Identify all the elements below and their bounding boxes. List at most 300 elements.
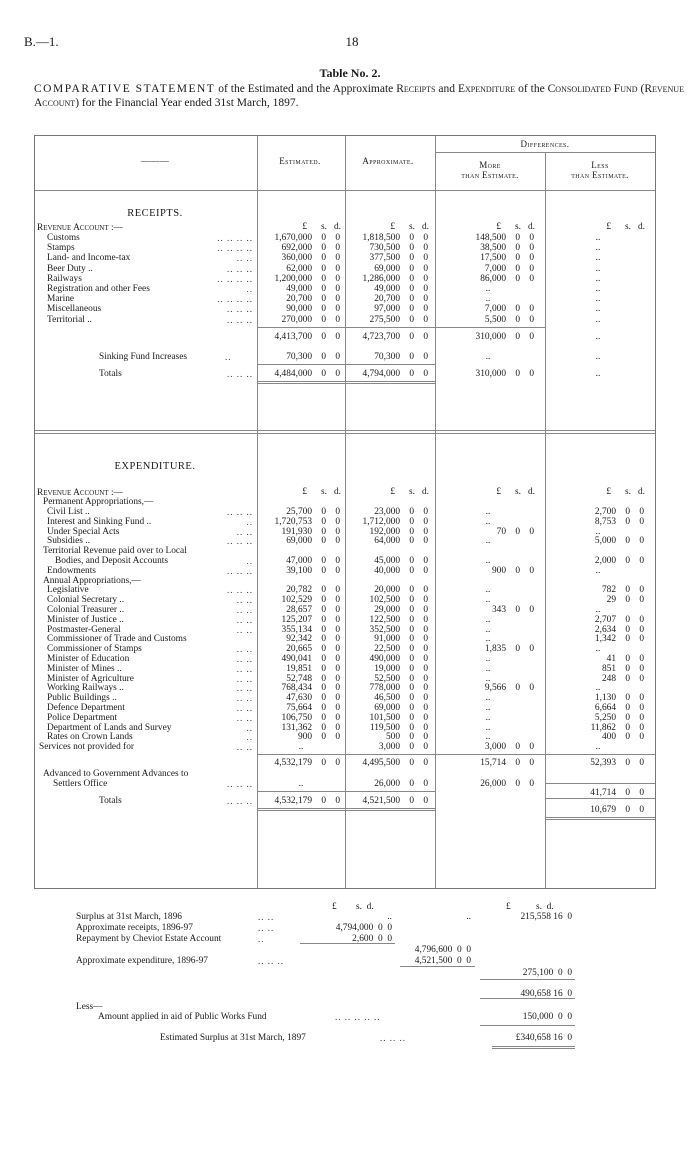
shilling-symbol: s. [321,487,327,497]
expenditure-more-shillings: 0 [515,526,520,537]
expenditure-estimated-pence: 0 [335,565,340,576]
expenditure-subtotal-approximate-pounds: 4,495,500 [362,758,400,768]
expenditure-row-label: Department of Lands and Survey [47,722,172,733]
expenditure-estimated-pence: 0 [335,585,340,596]
summary-label: Surplus at 31st March, 1896 [76,912,182,922]
sinking-approximate-shillings: 0 [409,351,414,362]
leader-dots: .. .. [236,712,253,723]
leader-dots: .. .. .. [258,956,284,966]
pence-symbol: d. [421,487,429,497]
expenditure-estimated-pence: 0 [335,654,340,664]
estimated-surplus-value: £340,658 16 0 [515,1033,572,1043]
expenditure-estimated-shillings: 0 [321,526,326,537]
expenditure-more-none: .. [485,556,491,566]
expenditure-estimated-pounds: 125,207 [281,614,312,625]
receipt-estimated-pence: 0 [335,314,340,325]
expenditure-less-shillings: 0 [625,732,630,743]
receipt-approximate-shillings: 0 [409,304,414,315]
receipt-estimated-pence: 0 [335,263,340,274]
receipt-estimated-pounds: 20,700 [286,294,312,305]
receipt-row-label: Territorial .. [47,314,92,325]
expenditure-estimated-shillings: 0 [321,683,326,694]
expenditure-approximate-pence: 0 [423,712,428,723]
expenditure-subtotal-more-pence: 0 [529,758,534,768]
pound-symbol: £ [496,222,501,232]
expenditure-more-pence: 0 [529,565,534,576]
shilling-symbol: s. [625,487,631,497]
advanced-estimated-none: .. [298,779,304,789]
expenditure-row-label: Civil List .. [47,507,90,517]
expenditure-heading: EXPENDITURE. [114,461,196,472]
expenditure-subtotal-estimated-pounds: 4,532,179 [274,758,312,768]
receipt-estimated-pounds: 360,000 [281,253,312,264]
expenditure-estimated-pounds: 102,529 [281,595,312,606]
expenditure-more-pounds: 70 [496,526,506,537]
receipt-approximate-shillings: 0 [409,314,414,325]
receipt-approximate-shillings: 0 [409,243,414,254]
expenditure-less-pounds: 2,000 [594,556,616,566]
receipts-total-approximate-shillings: 0 [409,368,414,379]
receipt-more-pounds: 7,000 [484,304,506,315]
receipt-more-shillings: 0 [515,314,520,325]
territorial-revenue-label: Territorial Revenue paid over to Local [43,546,187,557]
receipt-estimated-pence: 0 [335,253,340,264]
expenditure-approximate-pence: 0 [423,742,428,753]
expenditure-less-pounds: 6,664 [594,703,616,713]
expenditure-less-shillings: 0 [625,507,630,517]
expenditure-approximate-pence: 0 [423,516,428,527]
expenditure-approximate-pence: 0 [423,703,428,713]
expenditure-approximate-shillings: 0 [409,683,414,694]
expenditure-estimated-pounds: 28,657 [286,605,312,615]
receipt-less-none: .. [595,273,601,284]
expenditure-estimated-pounds: 25,700 [286,507,312,517]
expenditure-estimated-pence: 0 [335,722,340,733]
expenditure-more-pounds: 900 [491,565,506,576]
leader-dots: .. .. .. .. [217,243,253,254]
leader-dots: .. .. .. [380,1033,406,1043]
receipt-row-label: Railways [47,273,82,284]
col-less: Less than Estimate. [571,160,629,180]
pound-symbol: £ [606,222,611,232]
expenditure-less-pence: 0 [639,663,644,674]
expenditure-total-estimated-shillings: 0 [321,796,326,806]
expenditure-less-pence: 0 [639,516,644,527]
expenditure-approximate-shillings: 0 [409,693,414,704]
receipt-more-pounds: 7,000 [484,263,506,274]
expenditure-estimated-pence: 0 [335,624,340,635]
leader-dots: .. [246,516,253,527]
total-rule [257,754,655,755]
expenditure-subtotal-less-pence: 0 [639,758,644,768]
col-blank: ——— [140,156,170,166]
expenditure-estimated-shillings: 0 [321,644,326,655]
expenditure-row-label: Legislative [47,585,89,596]
receipts-total-less-none: .. [595,368,601,379]
advanced-more-pounds: 26,000 [480,779,506,789]
receipt-estimated-pence: 0 [335,304,340,315]
expenditure-approximate-shillings: 0 [409,536,414,547]
expenditure-approximate-pounds: 490,000 [369,654,400,664]
leader-dots: .. .. .. .. [217,233,253,243]
expenditure-approximate-pence: 0 [423,556,428,566]
expenditure-approximate-pence: 0 [423,624,428,635]
annual-appropriations-label: Annual Appropriations,— [43,575,141,586]
expenditure-approximate-shillings: 0 [409,507,414,517]
expenditure-estimated-shillings: 0 [321,634,326,645]
expenditure-more-pence: 0 [529,742,534,753]
statement-table [34,135,656,889]
summary-col3: 490,658 16 0 [520,989,572,999]
receipts-total-approximate-pence: 0 [423,368,428,379]
expenditure-less-pence: 0 [639,595,644,606]
receipt-more-shillings: 0 [515,233,520,243]
expenditure-approximate-pounds: 122,500 [369,614,400,625]
expenditure-more-none: .. [485,516,491,527]
total-rule [545,819,655,820]
leader-dots: .. .. [258,912,275,922]
receipt-subtotal-more-pence: 0 [529,331,534,342]
summary-col2: 4,796,600 0 0 [414,945,471,955]
total-rule [257,327,435,328]
receipt-approximate-pence: 0 [423,253,428,264]
expenditure-less-pence: 0 [639,732,644,743]
expenditure-account-label: Revenue Account :— [37,488,123,498]
expenditure-less-none: .. [595,605,601,615]
leader-dots: .. .. .. [227,368,253,379]
receipt-estimated-pounds: 1,200,000 [274,273,312,284]
receipt-less-none: .. [595,253,601,264]
expenditure-approximate-pence: 0 [423,693,428,704]
expenditure-approximate-pounds: 500 [385,732,400,743]
advanced-label-2: Settlers Office [53,779,108,789]
expenditure-approximate-pence: 0 [423,654,428,664]
expenditure-estimated-pounds: 191,930 [281,526,312,537]
receipt-more-pence: 0 [529,253,534,264]
receipt-more-pence: 0 [529,263,534,274]
advanced-more-shillings: 0 [515,779,520,789]
receipt-less-none: .. [595,233,601,243]
expenditure-estimated-pence: 0 [335,644,340,655]
receipt-estimated-pence: 0 [335,284,340,294]
column-rule [345,136,346,888]
expenditure-row-label: Endowments [47,565,96,576]
receipt-more-shillings: 0 [515,253,520,264]
expenditure-less-shillings: 0 [625,654,630,664]
expenditure-less-pounds: 2,707 [594,614,616,625]
expenditure-estimated-shillings: 0 [321,703,326,713]
receipt-approximate-shillings: 0 [409,294,414,305]
permanent-appropriations-label: Permanent Appropriations,— [43,497,154,507]
expenditure-approximate-pence: 0 [423,644,428,655]
page-header [24,34,680,54]
receipt-estimated-shillings: 0 [321,273,326,284]
receipts-account-label: Revenue Account :— [37,223,123,233]
leader-dots: .. .. .. [227,263,253,274]
expenditure-more-pounds: 1,835 [484,644,506,655]
advanced-less-pounds: 41,714 [590,788,616,798]
receipt-row-label: Land- and Income-tax [47,253,131,264]
leader-dots: .. .. [236,605,253,615]
receipt-approximate-shillings: 0 [409,253,414,264]
expenditure-approximate-shillings: 0 [409,712,414,723]
expenditure-approximate-shillings: 0 [409,634,414,645]
advanced-label: Advanced to Government Advances to [43,769,189,779]
expenditure-estimated-pence: 0 [335,556,340,566]
pound-symbol: £ [390,222,395,232]
receipt-approximate-pence: 0 [423,314,428,325]
receipt-subtotal-less-none: .. [595,331,601,342]
expenditure-estimated-shillings: 0 [321,595,326,606]
expenditure-more-shillings: 0 [515,742,520,753]
pence-symbol: d. [527,487,535,497]
expenditure-approximate-pounds: 3,000 [378,742,400,753]
expenditure-approximate-pence: 0 [423,673,428,684]
expenditure-more-none: .. [485,663,491,674]
leader-dots: .. .. .. [227,796,253,806]
expenditure-more-pence: 0 [529,683,534,694]
leader-dots: .. .. [236,624,253,635]
receipt-approximate-pounds: 20,700 [374,294,400,305]
receipt-row-label: Stamps [47,243,75,254]
pence-symbol: d. [421,222,429,232]
expenditure-less-pence: 0 [639,712,644,723]
expenditure-estimated-none: .. [298,742,304,753]
expenditure-row-label: Subsidies .. [47,536,90,547]
expenditure-estimated-pence: 0 [335,516,340,527]
receipt-estimated-shillings: 0 [321,263,326,274]
expenditure-total-approximate-pounds: 4,521,500 [362,796,400,806]
receipt-subtotal-estimated-pence: 0 [335,331,340,342]
expenditure-approximate-pounds: 19,000 [374,663,400,674]
receipts-total-more-shillings: 0 [515,368,520,379]
expenditure-approximate-shillings: 0 [409,732,414,743]
expenditure-more-pounds: 343 [491,605,506,615]
expenditure-more-none: .. [485,732,491,743]
expenditure-approximate-shillings: 0 [409,654,414,664]
expenditure-estimated-pence: 0 [335,614,340,625]
expenditure-more-shillings: 0 [515,605,520,615]
expenditure-approximate-pence: 0 [423,634,428,645]
receipt-subtotal-approximate-shillings: 0 [409,331,414,342]
expenditure-less-pence: 0 [639,673,644,684]
leader-dots: .. .. [236,683,253,694]
expenditure-less-shillings: 0 [625,693,630,704]
expenditure-approximate-pence: 0 [423,526,428,537]
expenditure-subtotal-approximate-shillings: 0 [409,758,414,768]
expenditure-row-label: Minister of Education [47,654,130,664]
receipt-more-shillings: 0 [515,243,520,254]
expenditure-less-pounds: 5,250 [594,712,616,723]
leader-dots: .. .. [236,253,253,264]
pence-symbol: d. [637,487,645,497]
receipt-more-shillings: 0 [515,304,520,315]
expenditure-approximate-pence: 0 [423,507,428,517]
leader-dots: .. .. .. [227,314,253,325]
expenditure-more-none: .. [485,614,491,625]
expenditure-less-pounds: 2,700 [594,507,616,517]
summary-rule [480,1025,575,1026]
expenditure-approximate-pence: 0 [423,614,428,625]
expenditure-row-label: Services not provided for [39,742,135,753]
receipt-estimated-shillings: 0 [321,294,326,305]
expenditure-less-shillings: 0 [625,663,630,674]
receipts-total-estimated-pounds: 4,484,000 [274,368,312,379]
receipt-approximate-pence: 0 [423,243,428,254]
total-rule [257,810,435,811]
leader-dots: .. .. .. [227,507,253,517]
total-rule [545,798,655,799]
shilling-symbol: s. [409,222,415,232]
expenditure-estimated-pence: 0 [335,605,340,615]
expenditure-total-less-pence: 0 [639,805,644,815]
expenditure-less-none: .. [595,683,601,694]
pound-symbol: £ [496,487,501,497]
summary-rule [300,943,395,944]
leader-dots: .. .. [236,526,253,537]
expenditure-approximate-pounds: 46,500 [374,693,400,704]
receipt-more-pounds: 86,000 [480,273,506,284]
expenditure-less-pence: 0 [639,693,644,704]
leader-dots: .. .. [236,595,253,606]
expenditure-less-shillings: 0 [625,624,630,635]
expenditure-more-none: .. [485,634,491,645]
receipts-total-estimated-shillings: 0 [321,368,326,379]
receipt-less-none: .. [595,284,601,294]
expenditure-more-none: .. [485,673,491,684]
receipt-less-none: .. [595,263,601,274]
pound-symbol: £ [390,487,395,497]
expenditure-total-approximate-shillings: 0 [409,796,414,806]
receipt-more-pence: 0 [529,314,534,325]
expenditure-approximate-pence: 0 [423,722,428,733]
receipt-estimated-shillings: 0 [321,304,326,315]
leader-dots: .. .. .. [227,779,253,789]
expenditure-more-none: .. [485,693,491,704]
receipts-heading: RECEIPTS. [127,208,183,219]
leader-dots: .. .. .. [227,565,253,576]
receipt-more-pounds: 17,500 [480,253,506,264]
expenditure-row-label: Defence Department [47,703,125,713]
leader-dots: .. .. [236,614,253,625]
leader-dots: .. .. [236,742,253,753]
summary-col3: 275,100 0 0 [522,968,572,978]
total-rule [257,381,435,382]
receipt-estimated-shillings: 0 [321,243,326,254]
summary-col2: 4,521,500 0 0 [414,956,471,966]
sinking-approximate-pounds: 70,300 [374,351,400,362]
receipt-more-pounds: 38,500 [480,243,506,254]
receipt-estimated-pence: 0 [335,294,340,305]
receipt-more-pence: 0 [529,233,534,243]
summary-label: Approximate receipts, 1896-97 [76,923,193,933]
expenditure-less-shillings: 0 [625,634,630,645]
summary-label: Repayment by Cheviot Estate Account [76,934,222,944]
expenditure-estimated-pounds: 92,342 [286,634,312,645]
receipt-approximate-shillings: 0 [409,284,414,294]
expenditure-approximate-pounds: 119,500 [369,722,400,733]
expenditure-subtotal-more-shillings: 0 [515,758,520,768]
sinking-estimated-shillings: 0 [321,351,326,362]
receipt-more-pence: 0 [529,273,534,284]
expenditure-less-none: .. [595,565,601,576]
expenditure-row-label: Minister of Mines .. [47,663,122,674]
expenditure-estimated-pounds: 20,782 [286,585,312,596]
expenditure-estimated-shillings: 0 [321,663,326,674]
receipt-row-label: Marine [47,294,75,305]
expenditure-estimated-pence: 0 [335,732,340,743]
expenditure-estimated-pounds: 19,851 [286,663,312,674]
expenditure-estimated-pence: 0 [335,595,340,606]
receipt-subtotal-more-pounds: 310,000 [475,331,506,342]
advanced-more-pence: 0 [529,779,534,789]
expenditure-approximate-pence: 0 [423,683,428,694]
expenditure-approximate-shillings: 0 [409,516,414,527]
summary-rule [480,979,575,980]
expenditure-less-pounds: 29 [606,595,616,606]
expenditure-approximate-pounds: 40,000 [374,565,400,576]
expenditure-total-estimated-pence: 0 [335,796,340,806]
receipt-approximate-pence: 0 [423,233,428,243]
expenditure-estimated-shillings: 0 [321,732,326,743]
shilling-symbol: s. [321,222,327,232]
expenditure-approximate-shillings: 0 [409,644,414,655]
total-rule [257,808,435,809]
expenditure-less-pence: 0 [639,556,644,566]
expenditure-estimated-shillings: 0 [321,536,326,547]
expenditure-more-shillings: 0 [515,565,520,576]
less-label: Less— [76,1002,103,1012]
receipt-estimated-shillings: 0 [321,253,326,264]
expenditure-more-pounds: 3,000 [484,742,506,753]
expenditure-estimated-pounds: 75,664 [286,703,312,713]
pound-symbol: £ [302,487,307,497]
expenditure-approximate-shillings: 0 [409,663,414,674]
receipt-more-pounds: 148,500 [475,233,506,243]
expenditure-estimated-pounds: 47,630 [286,693,312,704]
sd-symbols: s. d. [356,902,374,912]
receipt-more-shillings: 0 [515,263,520,274]
receipts-total-more-pounds: 310,000 [475,368,506,379]
expenditure-approximate-shillings: 0 [409,722,414,733]
receipt-approximate-pounds: 1,286,000 [362,273,400,284]
leader-dots: .. .. [236,703,253,713]
expenditure-approximate-pence: 0 [423,536,428,547]
expenditure-total-less-pounds: 10,679 [590,805,616,815]
receipt-subtotal-approximate-pounds: 4,723,700 [362,331,400,342]
pound-symbol: £ [302,222,307,232]
receipt-approximate-pence: 0 [423,304,428,315]
leader-dots: .. [225,351,232,362]
public-works-value: 150,000 0 0 [522,1012,572,1022]
receipt-estimated-pounds: 49,000 [286,284,312,294]
expenditure-more-shillings: 0 [515,644,520,655]
expenditure-less-pounds: 248 [601,673,616,684]
expenditure-approximate-pence: 0 [423,732,428,743]
expenditure-approximate-pounds: 102,500 [369,595,400,606]
col-differences: Differences. [520,139,570,149]
receipt-row-label: Beer Duty .. [47,263,93,274]
expenditure-approximate-pounds: 23,000 [374,507,400,517]
sinking-more-none: .. [485,351,491,362]
expenditure-subtotal-less-pounds: 52,393 [590,758,616,768]
expenditure-approximate-shillings: 0 [409,673,414,684]
receipts-total-more-pence: 0 [529,368,534,379]
expenditure-row-label: Postmaster-General [47,624,121,635]
receipt-more-shillings: 0 [515,273,520,284]
expenditure-approximate-pence: 0 [423,595,428,606]
expenditure-approximate-pence: 0 [423,605,428,615]
